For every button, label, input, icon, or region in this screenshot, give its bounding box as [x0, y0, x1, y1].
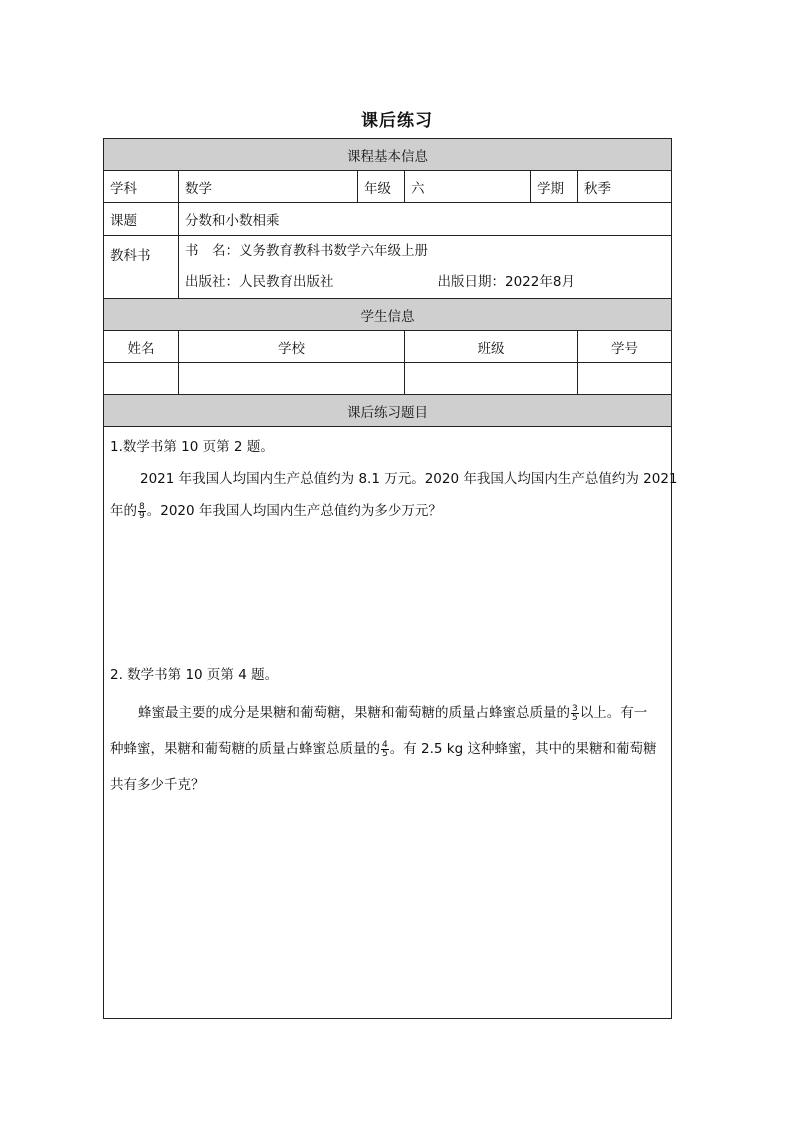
fraction-denominator: 5 — [382, 748, 388, 759]
student-info-header: 学生信息 — [104, 299, 672, 331]
col-school-header: 学校 — [179, 331, 405, 363]
q1-line2-pre: 年的 — [110, 503, 137, 519]
q1-heading: 1.数学书第 10 页第 2 题。 — [110, 439, 274, 455]
fraction-numerator: 8 — [139, 501, 145, 512]
student-id-input-cell[interactable] — [578, 363, 672, 395]
grade-label: 年级 — [358, 171, 405, 203]
exercises-body — [104, 427, 678, 1019]
q2-line2-pre: 种蜂蜜，果糖和葡萄糖的质量占蜂蜜总质量的 — [110, 741, 380, 757]
subject-value: 数学 — [179, 171, 358, 203]
fraction-8-9 — [138, 503, 146, 520]
publisher-label: 出版社： — [185, 274, 239, 290]
name-input-cell[interactable] — [104, 363, 179, 395]
page-title: 课后练习 — [361, 111, 433, 131]
fraction-denominator: 5 — [572, 712, 578, 723]
publisher-line — [185, 267, 671, 298]
q2-line2-post: 。有 2.5 kg 这种蜂蜜，其中的果糖和葡萄糖 — [389, 741, 657, 757]
textbook-details — [179, 236, 672, 299]
q2-line1-post: 以上。有一 — [579, 705, 648, 721]
book-value: 义务教育教科书数学六年级上册 — [239, 243, 428, 259]
term-value: 秋季 — [578, 171, 672, 203]
q2-heading: 2. 数学书第 10 页第 4 题。 — [110, 667, 279, 683]
q1-line2 — [110, 499, 442, 520]
q1-line2-post: 。2020 年我国人均国内生产总值约为多少万元？ — [146, 503, 442, 519]
q2-line1-pre: 蜂蜜最主要的成分是果糖和葡萄糖，果糖和葡萄糖的质量占蜂蜜总质量的 — [138, 705, 570, 721]
textbook-label: 教科书 — [104, 236, 179, 299]
school-input-cell[interactable] — [179, 363, 405, 395]
pubdate-label: 出版日期： — [437, 274, 505, 290]
fraction-denominator: 9 — [139, 510, 145, 521]
fraction-4-5 — [381, 741, 389, 758]
course-info-header: 课程基本信息 — [104, 139, 672, 171]
term-label: 学期 — [531, 171, 578, 203]
book-label: 书 名： — [185, 243, 239, 259]
col-class-header: 班级 — [405, 331, 578, 363]
q2-line3: 共有多少千克？ — [110, 777, 205, 793]
fraction-numerator: 3 — [572, 703, 578, 714]
col-name-header: 姓名 — [104, 331, 179, 363]
worksheet-table — [103, 138, 678, 1019]
publisher-value: 人民教育出版社 — [239, 274, 334, 290]
exercises-header: 课后练习题目 — [104, 395, 672, 427]
class-input-cell[interactable] — [405, 363, 578, 395]
pubdate-value: 2022年8月 — [505, 274, 575, 290]
fraction-3-5 — [571, 705, 579, 722]
q2-line1 — [138, 701, 647, 722]
subject-label: 学科 — [104, 171, 179, 203]
fraction-numerator: 4 — [382, 739, 388, 750]
col-id-header: 学号 — [578, 331, 672, 363]
q2-line2 — [110, 737, 656, 758]
book-line — [185, 236, 671, 267]
q1-line1: 2021 年我国人均国内生产总值约为 8.1 万元。2020 年我国人均国内生产总值约为 2021 — [140, 471, 678, 487]
topic-label: 课题 — [104, 203, 179, 236]
grade-value: 六 — [405, 171, 531, 203]
topic-value: 分数和小数相乘 — [179, 203, 672, 236]
